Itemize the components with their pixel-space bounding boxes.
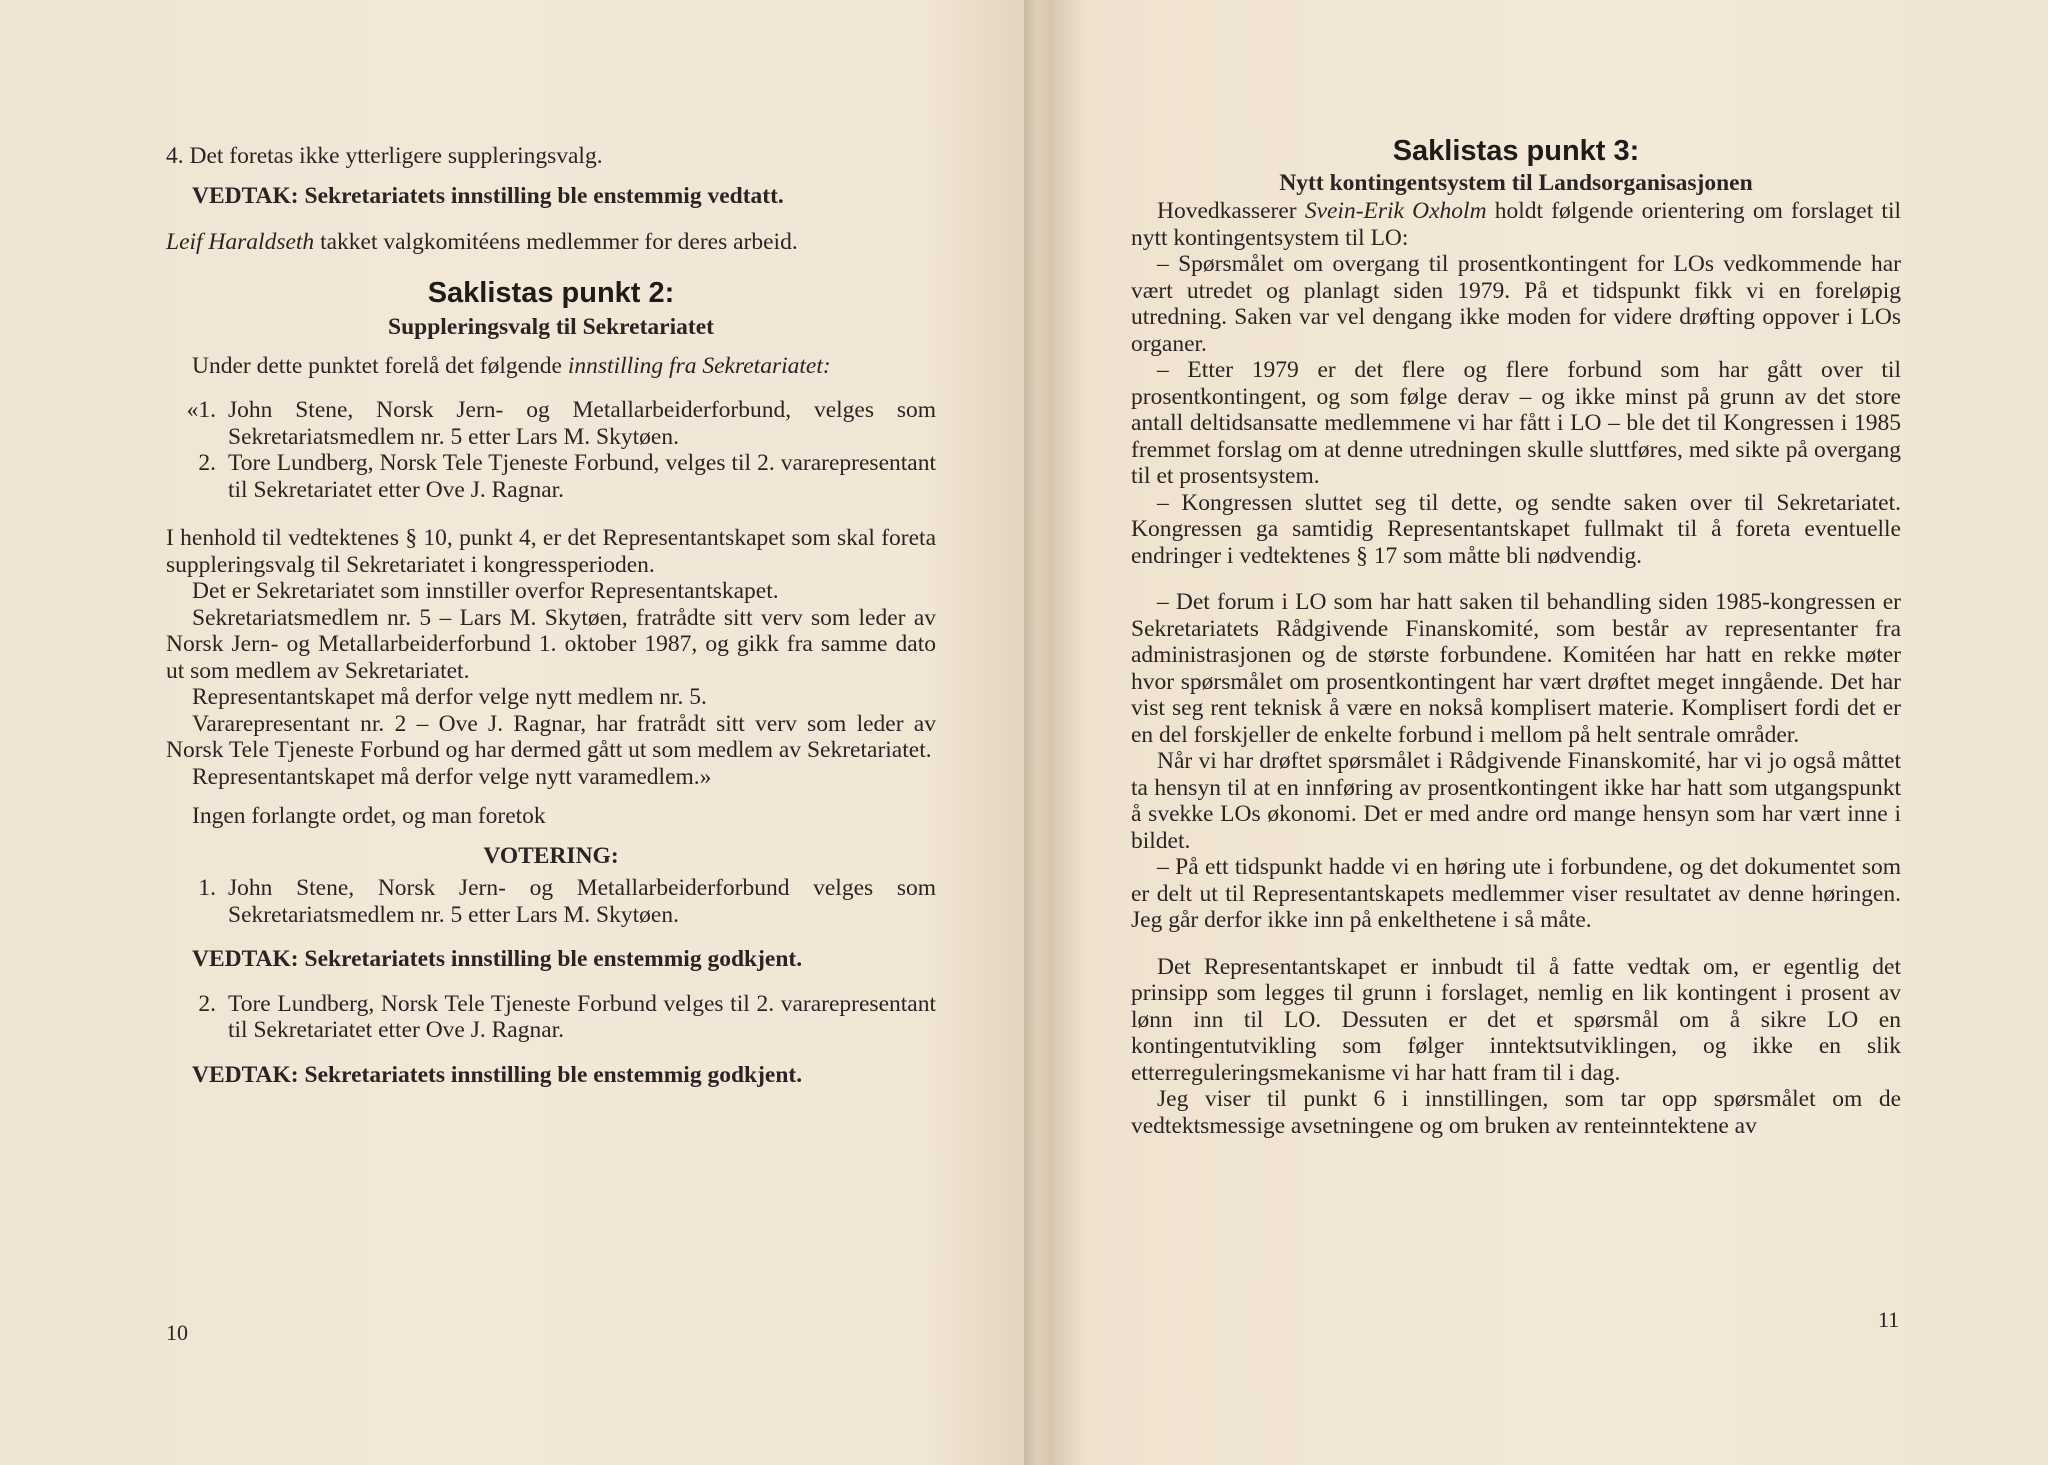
- body-paragraph: – Etter 1979 er det flere og flere forbund som har gått over til prosentkontingent, og som følge derav – og ikke minst på grunn av det store antall deltidsansatte medlemmene vi har fått i LO – ble det til Kongressen i 1985 fremmet forslag om at denne utredningen skulle sluttføres, med sikte på overgang til et prosentsystem.: [1131, 357, 1901, 489]
- section-heading-2: Saklistas punkt 2:: [427, 276, 675, 309]
- vote-list-1: [166, 875, 936, 928]
- body-paragraph: – Kongressen sluttet seg til dette, og sendte saken over til Sekretariatet. Kongressen ga samtidig Representantskapet fullmakt til å foreta eventuelle endringer i vedtektenes § 17 som måtte bli nødvendig.: [1131, 489, 1901, 569]
- proposal-text: Tore Lundberg, Norsk Tele Tjeneste Forbund, velges til 2. vararepresentant til Sekretariatet etter Ove J. Ragnar.: [228, 450, 936, 503]
- body-paragraph: Jeg viser til punkt 6 i innstillingen, som tar opp spørsmålet om de vedtektsmessige avsetningene og om bruken av renteinntektene av: [1131, 1086, 1901, 1139]
- vedtak-2: VEDTAK: Sekretariatets innstilling ble enstemmig godkjent.: [192, 946, 803, 972]
- body-paragraph: Vararepresentant nr. 2 – Ove J. Ragnar, har fratrådt sitt verv som leder av Norsk Tele Tjeneste Forbund og har dermed gått ut som medlem av Sekretariatet.: [166, 710, 936, 763]
- body-paragraph: – Spørsmålet om overgang til prosentkontingent for LOs vedkommende har vært utredet og planlagt siden 1979. På et tidspunkt fikk vi en foreløpig utredning. Saken var vel dengang ikke moden for videre drøfting oppover i LOs organer.: [1131, 251, 1901, 357]
- page-number-left: 10: [166, 1320, 188, 1345]
- vote-number: 2.: [198, 990, 216, 1017]
- vote-number: 1.: [198, 875, 216, 901]
- intro-italic: innstilling fra Sekretariatet:: [567, 352, 831, 379]
- section-subheading-3: Nytt kontingentsystem til Landsorganisasjonen: [1279, 170, 1753, 196]
- thanks-name: Leif Haraldseth: [166, 229, 315, 255]
- votering-heading: VOTERING:: [483, 842, 619, 869]
- item-4: 4. Det foretas ikke ytterligere suppleringsvalg.: [166, 143, 603, 169]
- body-paragraph: Når vi har drøftet spørsmålet i Rådgivende Finanskomité, har vi jo også måttet ta hensyn til at en innføring av prosentkontingent ikke har hatt som utgangspunkt å svekke LOs økonomi. Det er med andre ord mange hensyn som har vært inne i bildet.: [1131, 748, 1901, 854]
- section-subheading-2: Suppleringsvalg til Sekretariatet: [388, 313, 714, 340]
- vote-text: John Stene, Norsk Jern- og Metallarbeiderforbund velges som Sekretariatsmedlem nr. 5 etter Lars M. Skytøen.: [228, 875, 936, 928]
- section-heading-3: Saklistas punkt 3:: [1392, 135, 1640, 167]
- vote-item: [166, 991, 936, 1044]
- body-paragraph: Det er Sekretariatet som innstiller overfor Representantskapet.: [192, 578, 779, 604]
- body-paragraph: Sekretariatsmedlem nr. 5 – Lars M. Skytøen, fratrådte sitt verv som leder av Norsk Jern- og Metallarbeiderforbund 1. oktober 1987, og gikk fra samme dato ut som medlem av Sekretariatet.: [166, 604, 936, 684]
- vote-list-2: [166, 991, 936, 1044]
- vote-text: Tore Lundberg, Norsk Tele Tjeneste Forbund velges til 2. vararepresentant til Sekretariatet etter Ove J. Ragnar.: [228, 990, 936, 1043]
- intro-pre: Hovedkasserer: [1157, 198, 1305, 224]
- body-paragraph: Det Representantskapet er innbudt til å fatte vedtak om, er egentlig det prinsipp som legges til grunn i forslaget, nemlig en lik kontingent i prosent av lønn inn til LO. Dessuten er det et spørsmål om å sikre LO en kontingentutvikling som følger inntektsutviklingen, og ikke en slik etterreguleringsmekanisme vi har hatt fram til i dag.: [1131, 953, 1901, 1086]
- proposal-item: [166, 397, 936, 450]
- proposal-number: 2.: [198, 450, 216, 476]
- proposal-item: [166, 450, 936, 503]
- no-requests: Ingen forlangte ordet, og man foretok: [192, 803, 546, 829]
- body-paragraph: Representantskapet må derfor velge nytt varamedlem.»: [192, 763, 712, 790]
- vedtak-3: VEDTAK: Sekretariatets innstilling ble enstemmig godkjent.: [192, 1061, 803, 1088]
- body-paragraph: I henhold til vedtektenes § 10, punkt 4, er det Representantskapet som skal foreta suppleringsvalg til Sekretariatet i kongressperioden.: [166, 525, 936, 578]
- body-paragraph: Representantskapet må derfor velge nytt medlem nr. 5.: [192, 684, 707, 710]
- thanks-text: takket valgkomitéens medlemmer for deres arbeid.: [314, 229, 798, 255]
- page-number-right: 11: [1878, 1307, 1900, 1332]
- thanks-paragraph: [166, 229, 936, 256]
- proposal-text: John Stene, Norsk Jern- og Metallarbeiderforbund, velges som Sekretariatsmedlem nr. 5 etter Lars M. Skytøen.: [228, 397, 936, 450]
- vote-item: [166, 875, 936, 928]
- intro-post: holdt følgende orientering om forslaget til nytt kontingentsystem til LO:: [1131, 198, 1902, 251]
- intro-paragraph: [166, 353, 936, 380]
- book-gutter: [1024, 0, 1036, 1465]
- intro-name: Svein-Erik Oxholm: [1304, 198, 1487, 224]
- proposal-number: «1.: [186, 397, 216, 423]
- vedtak-1: VEDTAK: Sekretariatets innstilling ble enstemmig vedtatt.: [192, 182, 784, 209]
- body-paragraph: – På ett tidspunkt hadde vi en høring ute i forbundene, og det dokumentet som er delt ut til Representantskapets medlemmer viser resultatet av denne høringen. Jeg går derfor ikke inn på enkelthetene i så måte.: [1131, 854, 1901, 933]
- left-page: [166, 0, 936, 1088]
- intro-paragraph: [1131, 198, 1901, 251]
- body-paragraph: – Det forum i LO som har hatt saken til behandling siden 1985-kongressen er Sekretariatets Rådgivende Finanskomité, som består av representanter fra administrasjonen og de største forbundene. Komitéen har hatt en rekke møter hvor spørsmålet om prosentkontingent har vært drøftet meget inngående. Det har vist seg rent teknisk å være en nokså komplisert materie. Komplisert fordi det er en del forskjeller de enkelte forbund i mellom på helt sentrale områder.: [1131, 589, 1901, 748]
- right-page: [1131, 0, 1901, 1139]
- intro-text: Under dette punktet forelå det følgende: [192, 352, 568, 379]
- proposal-list: [166, 397, 936, 503]
